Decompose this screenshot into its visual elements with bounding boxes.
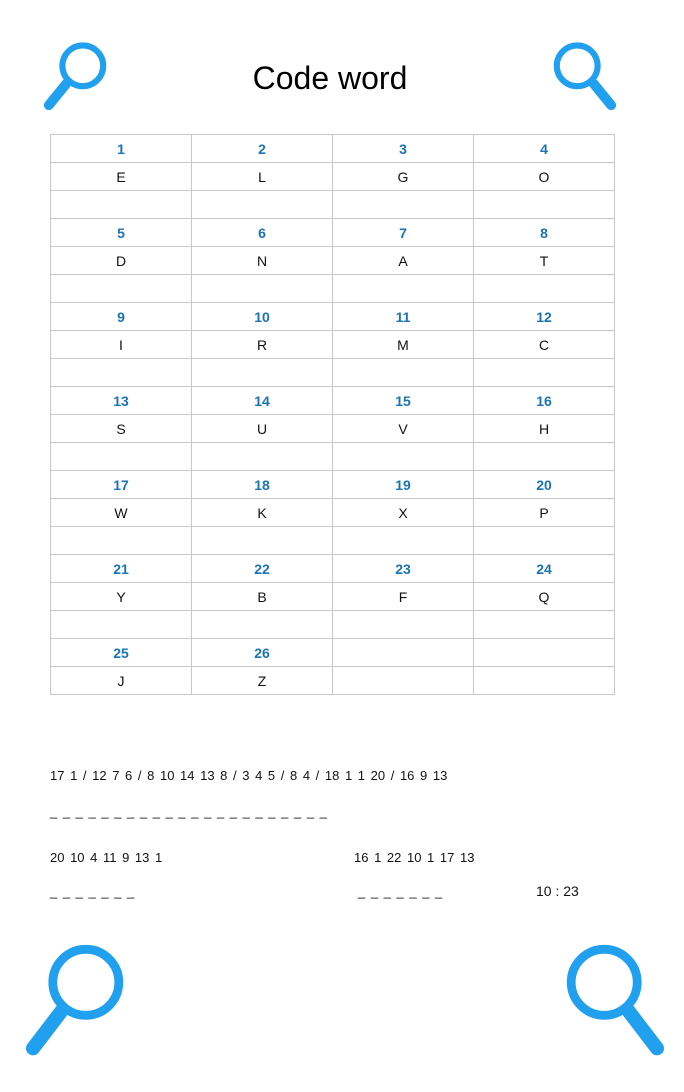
cipher-number-cell: 9 [51,303,192,331]
cipher-letter-cell: Q [474,583,615,611]
cipher-spacer-cell [474,191,615,219]
cipher-number-row [51,303,615,331]
cipher-spacer-cell [474,359,615,387]
cipher-letter-cell: T [474,247,615,275]
cipher-number-cell: 10 [192,303,333,331]
cipher-letter-cell: F [333,583,474,611]
magnifier-icon-bottom-right [558,938,668,1064]
cipher-spacer-cell [474,443,615,471]
cipher-spacer-cell [51,191,192,219]
cipher-spacer-row [51,275,615,303]
cipher-number-cell: 25 [51,639,192,667]
cipher-letter-cell [474,667,615,695]
cipher-letter-row [51,583,615,611]
cipher-letter-cell: B [192,583,333,611]
cipher-spacer-cell [333,611,474,639]
cipher-letter-cell: Y [51,583,192,611]
cipher-spacer-cell [333,191,474,219]
cipher-spacer-cell [192,443,333,471]
cipher-spacer-cell [51,275,192,303]
cipher-spacer-cell [474,527,615,555]
cipher-number-row [51,387,615,415]
puzzle-line-2b-codes: 16 1 22 10 1 17 13 [354,850,475,865]
cipher-number-row [51,135,615,163]
puzzle-line-2a-codes: 20 10 4 11 9 13 1 [50,850,163,865]
cipher-number-cell: 24 [474,555,615,583]
cipher-number-cell: 11 [333,303,474,331]
cipher-spacer-cell [192,611,333,639]
cipher-spacer-cell [51,359,192,387]
cipher-spacer-cell [51,527,192,555]
cipher-letter-row [51,499,615,527]
cipher-letter-cell: A [333,247,474,275]
magnifier-icon-bottom-left [22,938,132,1064]
cipher-number-cell: 14 [192,387,333,415]
cipher-letter-cell: R [192,331,333,359]
cipher-letter-cell: N [192,247,333,275]
cipher-number-cell: 20 [474,471,615,499]
cipher-letter-row [51,163,615,191]
cipher-number-cell: 26 [192,639,333,667]
cipher-letter-cell: V [333,415,474,443]
cipher-letter-row [51,667,615,695]
cipher-number-cell: 23 [333,555,474,583]
cipher-letter-cell: M [333,331,474,359]
cipher-number-cell: 15 [333,387,474,415]
cipher-number-cell: 12 [474,303,615,331]
timer-text: 10 : 23 [536,883,579,899]
cipher-number-cell: 2 [192,135,333,163]
cipher-spacer-cell [474,611,615,639]
cipher-letter-cell: I [51,331,192,359]
cipher-number-cell: 5 [51,219,192,247]
cipher-letter-cell: X [333,499,474,527]
cipher-letter-cell: C [474,331,615,359]
cipher-letter-cell: P [474,499,615,527]
cipher-letter-row [51,331,615,359]
cipher-number-row [51,219,615,247]
puzzle-line-2b-blanks: _ _ _ _ _ _ _ [358,884,444,899]
cipher-number-cell: 21 [51,555,192,583]
cipher-spacer-cell [192,191,333,219]
cipher-table [50,134,615,695]
cipher-number-cell [474,639,615,667]
cipher-spacer-cell [192,527,333,555]
cipher-number-row [51,555,615,583]
cipher-spacer-cell [192,359,333,387]
cipher-number-cell: 22 [192,555,333,583]
cipher-letter-cell: L [192,163,333,191]
cipher-spacer-row [51,527,615,555]
cipher-letter-cell: H [474,415,615,443]
cipher-letter-cell: Z [192,667,333,695]
cipher-letter-cell: O [474,163,615,191]
magnifier-icon-top-left [42,38,110,114]
cipher-number-cell: 17 [51,471,192,499]
magnifier-icon-top-right [550,38,618,114]
cipher-letter-cell: W [51,499,192,527]
cipher-spacer-cell [333,359,474,387]
cipher-spacer-cell [192,275,333,303]
cipher-number-row [51,471,615,499]
cipher-spacer-cell [333,443,474,471]
cipher-spacer-row [51,611,615,639]
puzzle-line-1-codes: 17 1 / 12 7 6 / 8 10 14 13 8 / 3 4 5 / 8 4 / 18 1 1 20 / 16 9 13 [50,768,448,783]
cipher-spacer-row [51,191,615,219]
cipher-spacer-row [51,443,615,471]
cipher-spacer-cell [333,275,474,303]
cipher-number-cell [333,639,474,667]
page-title: Code word [252,60,408,96]
cipher-spacer-cell [474,275,615,303]
cipher-spacer-cell [51,611,192,639]
cipher-letter-cell: D [51,247,192,275]
cipher-number-cell: 19 [333,471,474,499]
cipher-number-cell: 4 [474,135,615,163]
cipher-letter-cell: U [192,415,333,443]
cipher-letter-cell: K [192,499,333,527]
cipher-number-cell: 8 [474,219,615,247]
cipher-letter-cell: G [333,163,474,191]
cipher-number-cell: 6 [192,219,333,247]
cipher-letter-row [51,415,615,443]
cipher-spacer-row [51,359,615,387]
cipher-letter-cell: S [51,415,192,443]
cipher-number-cell: 3 [333,135,474,163]
cipher-letter-cell: J [51,667,192,695]
cipher-number-cell: 18 [192,471,333,499]
puzzle-line-2a-blanks: _ _ _ _ _ _ _ [50,884,136,899]
cipher-number-cell: 13 [51,387,192,415]
cipher-spacer-cell [51,443,192,471]
cipher-number-cell: 16 [474,387,615,415]
cipher-letter-cell [333,667,474,695]
cipher-letter-cell: E [51,163,192,191]
puzzle-line-1-blanks: _ _ _ _ _ _ _ _ _ _ _ _ _ _ _ _ _ _ _ _ _ _ [50,804,328,819]
cipher-spacer-cell [333,527,474,555]
cipher-letter-row [51,247,615,275]
cipher-number-row [51,639,615,667]
cipher-number-cell: 1 [51,135,192,163]
cipher-number-cell: 7 [333,219,474,247]
